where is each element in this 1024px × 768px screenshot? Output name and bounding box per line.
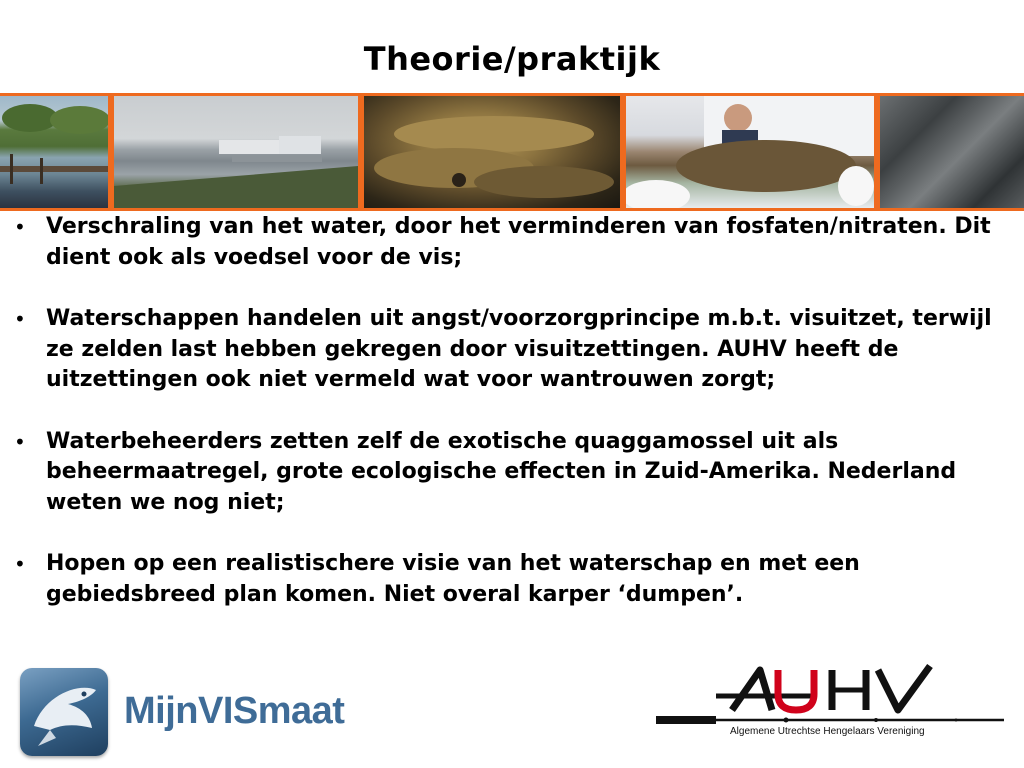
slide-title: Theorie/praktijk <box>363 40 661 78</box>
bullet-dot: • <box>14 429 26 454</box>
bullet-text: Waterschappen handelen uit angst/voorzorgprincipe m.b.t. visuitzet, terwijl ze zelden last hebben gekregen door visuitzettingen. AUHV heeft de uitzettingen ook niet vermeld wat voor wantrouwen zorgt; <box>46 306 992 392</box>
photo-lake-jetty <box>0 96 108 208</box>
bullet-text: Verschraling van het water, door het verminderen van fosfaten/nitraten. Dit dient ook als voedsel voor de vis; <box>46 214 991 270</box>
auhv-logo <box>656 660 1006 744</box>
photo-angler-with-carp <box>626 96 874 208</box>
bullet-list <box>14 212 1004 641</box>
bullet-dot: • <box>14 215 26 239</box>
bullet-dot: • <box>14 307 26 331</box>
bullet-text: Waterbeheerders zetten zelf de exotische quaggamossel uit als beheermaatregel, grote ecologische effecten in Zuid-Amerika. Nederland weten we nog niet; <box>46 428 957 515</box>
bullet-item <box>14 427 1004 519</box>
bullet-text: Hopen op een realistischere visie van het waterschap en met een gebiedsbreed plan komen. Niet overal karper ‘dumpen’. <box>46 551 860 607</box>
auhv-full-name: Algemene Utrechtse Hengelaars Vereniging <box>730 726 925 737</box>
bullet-item <box>14 549 1004 610</box>
mijnvismaat-logo <box>20 668 365 758</box>
photo-carp-pile <box>364 96 620 208</box>
photo-lake-buildings <box>114 96 358 208</box>
fish-icon <box>20 668 108 756</box>
bullet-dot: • <box>14 552 26 576</box>
mijnvismaat-wordmark: MijnVISmaat <box>124 690 345 732</box>
bullet-item <box>14 212 1004 273</box>
bullet-item <box>14 304 1004 396</box>
photo-water-surface <box>880 96 1024 208</box>
photo-strip <box>0 93 1024 211</box>
auhv-wordmark: AUHV <box>656 660 659 661</box>
